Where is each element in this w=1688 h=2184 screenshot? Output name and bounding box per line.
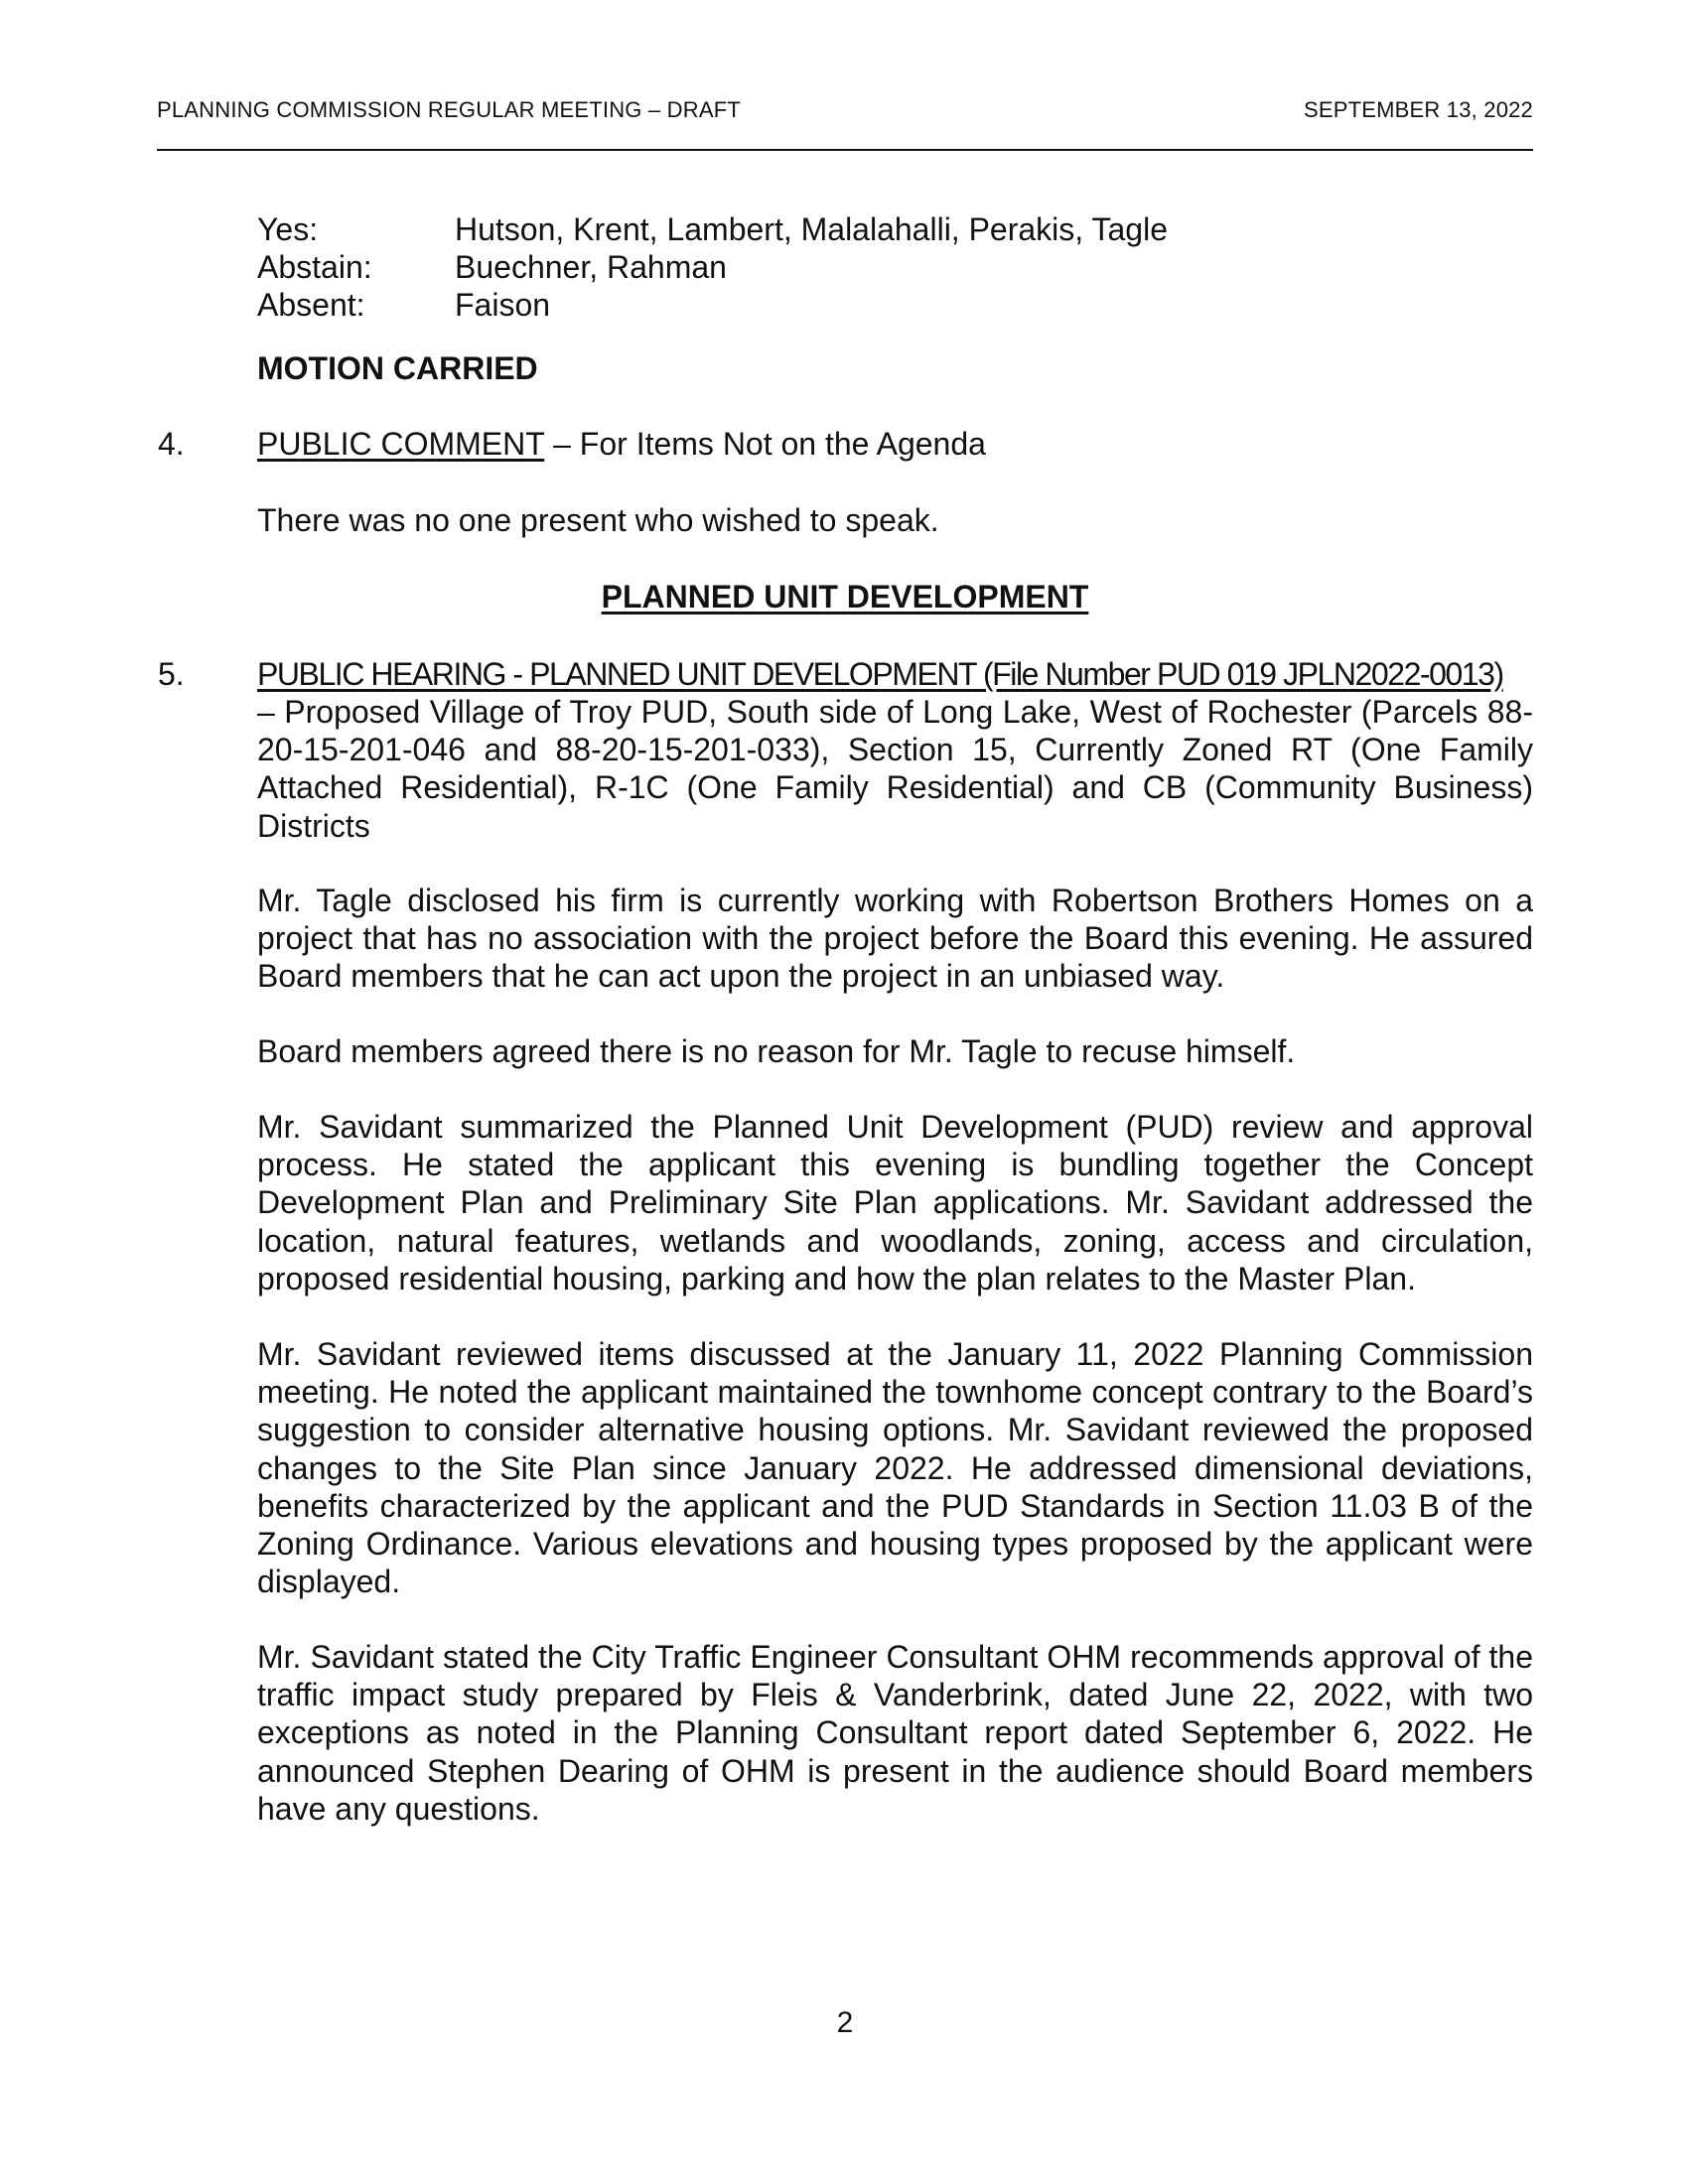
- item-5-paragraph-3: Mr. Savidant summarized the Planned Unit Development (PUD) review and approval process. He stated the applicant this evening is bundling together the Concept Development Plan and Preliminary Site Plan applications. Mr. Savidant addressed the location, natural features, wetlands and woodlands, zoning, access and circulation, proposed residential housing, parking and how the plan relates to the Master Plan.: [257, 1109, 1533, 1297]
- vote-abstain-names: Buechner, Rahman: [455, 249, 727, 285]
- item-4-body: There was no one present who wished to speak.: [257, 502, 939, 538]
- item-5-paragraph-1: Mr. Tagle disclosed his firm is currently working with Robertson Brothers Homes on a project that has no association with the project before the Board this evening. He assured Board members that he can act upon the project in an unbiased way.: [257, 883, 1533, 995]
- vote-yes-label: Yes:: [257, 211, 319, 247]
- item-5-paragraph-5: Mr. Savidant stated the City Traffic Engineer Consultant OHM recommends approval of the traffic impact study prepared by Fleis & Vanderbrink, dated June 22, 2022, with two exceptions as noted in the Planning Consultant report dated September 6, 2022. He announced Stephen Dearing of OHM is present in the audience should Board members have any questions.: [257, 1639, 1533, 1827]
- item-4-number: 4.: [158, 426, 185, 462]
- item-5-title: PUBLIC HEARING - PLANNED UNIT DEVELOPMENT (File Number PUD 019 JPLN2022-0013): [257, 656, 1503, 692]
- item-4-title: PUBLIC COMMENT: [257, 426, 545, 462]
- item-4-subtitle: – For Items Not on the Agenda: [544, 426, 986, 462]
- vote-yes-names: Hutson, Krent, Lambert, Malalahalli, Perakis, Tagle: [455, 211, 1168, 247]
- vote-abstain-label: Abstain:: [257, 249, 372, 285]
- item-5-paragraph-2: Board members agreed there is no reason for Mr. Tagle to recuse himself.: [257, 1033, 1296, 1069]
- item-5-description: – Proposed Village of Troy PUD, South side of Long Lake, West of Rochester (Parcels 88-20-15-201-046 and 88-20-15-201-033), Section 15, Currently Zoned RT (One Family Attached Residential), R-1C (One Family Residential) and CB (Community Business) Districts: [257, 694, 1533, 844]
- item-4-heading: [257, 425, 986, 463]
- page-number: 2: [836, 2006, 854, 2039]
- vote-absent-names: Faison: [455, 287, 551, 323]
- section-heading-text: PLANNED UNIT DEVELOPMENT: [601, 579, 1089, 614]
- header-title: PLANNING COMMISSION REGULAR MEETING – DRAFT: [157, 97, 742, 122]
- header-divider: [157, 149, 1533, 151]
- item-5-paragraph-4: Mr. Savidant reviewed items discussed at the January 11, 2022 Planning Commission meeting. He noted the applicant maintained the townhome concept contrary to the Board’s suggestion to consider alternative housing options. Mr. Savidant reviewed the proposed changes to the Site Plan since January 2022. He addressed dimensional deviations, benefits characterized by the applicant and the PUD Standards in Section 11.03 B of the Zoning Ordinance. Various elevations and housing types proposed by the applicant were displayed.: [257, 1336, 1533, 1600]
- motion-result: MOTION CARRIED: [257, 350, 538, 386]
- vote-absent-label: Absent:: [257, 287, 365, 323]
- header-date: SEPTEMBER 13, 2022: [1303, 97, 1533, 122]
- page-header: [157, 97, 1533, 125]
- item-5-number: 5.: [158, 656, 185, 692]
- section-heading: [157, 578, 1533, 615]
